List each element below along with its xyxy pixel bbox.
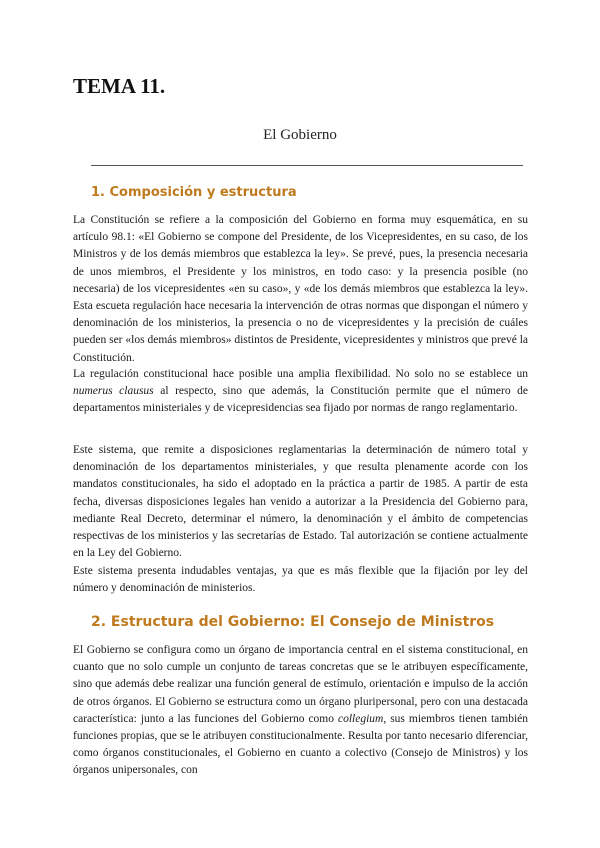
section-heading-consejo-de-ministros: 2. Estructura del Gobierno: El Consejo de Ministros [91,614,495,630]
section-heading-composicion: 1. Composición y estructura [91,185,297,200]
paragraph-text: La regulación constitucional hace posible una amplia flexibilidad. No solo no se establece un [73,368,528,380]
paragraph [73,642,528,780]
title-divider [91,165,523,166]
italic-term: numerus clausus [73,385,154,398]
paragraph-text: al respecto, sino que además, la Constitución permite que el número de departamentos ministeriales y de vicepresidencias sea fijado por normas de rango reglamentario. [73,385,528,415]
paragraph: La Constitución se refiere a la composición del Gobierno en forma muy esquemática, en su artículo 98.1: «El Gobierno se compone del Presidente, de los Vicepresidentes, en su caso, de los Ministros y de los demás miembros que establezca la ley». Se prevé, pues, la presencia necesaria de unos miembros, el Presidente y los ministros, en todo caso: y la presencia posible (no necesaria) de los vicepresidentes «en su caso», y «de los demás miembros que establezca la ley». Esta escueta regulación hace necesaria la intervención de otras normas que dispongan el número y denominación de los ministerios, la presencia o no de vicepresidentes y la precisión de cuáles pueden ser «los demás miembros» distintos de Presidente, vicepresidentes y ministros que prevé la Constitución. [73,214,528,364]
italic-term: collegium [337,712,384,725]
paragraph: Este sistema, que remite a disposiciones reglamentarias la determinación de número total y denominación de los departamentos ministeriales, y que resulta plenamente acorde con los mandatos constitucionales, ha sido el adoptado en la práctica a partir de 1985. A partir de esta fecha, diversas disposiciones legales han venido a autorizar a la Presidencia del Gobierno para, mediante Real Decreto, determinar el número, la denominación y el ámbito de competencias respectivas de los ministerios y las secretarías de Estado. Tal autorización se contiene actualmente en la Ley del Gobierno. [73,444,528,560]
paragraph: Este sistema presenta indudables ventajas, ya que es más flexible que la fijación por ley del número y denominación de ministerios. [73,565,528,595]
page-title: TEMA 11. [73,74,166,98]
paragraph [73,366,528,418]
paragraph-text: , sus miembros tienen también funciones propias, que se le atribuyen constitucionalmente. Resulta por tanto necesario diferenciar, como órganos constitucionales, el Gobierno en cuanto a colectivo (Consejo de Ministros) y los órganos unipersonales, con [73,712,528,777]
page-subtitle: El Gobierno [263,127,337,143]
paragraph-text: El Gobierno se configura como un órgano de importancia central en el sistema constitucional, en cuanto que no solo cumple un conjunto de tareas concretas que se le atribuyen específicamente, sino que además debe realizar una función general de estímulo, orientación e impulso de la acción de otros órganos. El Gobierno se estructura como un órgano pluripersonal, pero con una destacada característica: junto a las funciones del Gobierno como [73,644,528,725]
